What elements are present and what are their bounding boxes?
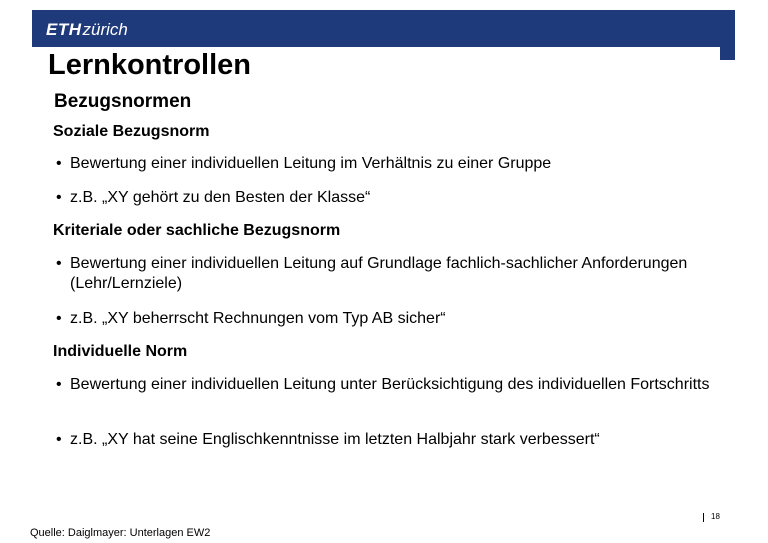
page-number-separator <box>703 513 704 522</box>
bullet-text: Bewertung einer individuellen Leitung unter Berücksichtigung des individuellen Fortschritts <box>70 376 710 393</box>
eth-logo <box>46 20 128 40</box>
bullet-dot-icon: • <box>56 255 62 272</box>
bullet-dot-icon: • <box>56 310 62 327</box>
bullet-dot-icon: • <box>56 189 62 206</box>
bullet-dot-icon: • <box>56 376 62 393</box>
bullet-item <box>56 430 716 450</box>
section-heading-individuelle: Individuelle Norm <box>53 343 188 360</box>
logo-eth-text: ETH <box>46 20 82 39</box>
slide-subtitle: Bezugsnormen <box>54 91 192 112</box>
bullet-item <box>56 375 716 395</box>
bullet-dot-icon: • <box>56 155 62 172</box>
bullet-text: Bewertung einer individuellen Leitung auf Grundlage fachlich-sachlicher Anforderungen (Lehr/Lernziele) <box>70 255 688 292</box>
footer-source: Quelle: Daiglmayer: Unterlagen EW2 <box>30 527 211 539</box>
page-number: 18 <box>711 512 720 521</box>
bullet-text: z.B. „XY beherrscht Rechnungen vom Typ AB sicher“ <box>70 310 446 327</box>
slide-title: Lernkontrollen <box>48 49 252 81</box>
section-heading-soziale: Soziale Bezugsnorm <box>53 123 210 140</box>
bullet-text: Bewertung einer individuellen Leitung im Verhältnis zu einer Gruppe <box>70 155 552 172</box>
bullet-item <box>56 154 716 174</box>
bullet-text: z.B. „XY hat seine Englischkenntnisse im letzten Halbjahr stark verbessert“ <box>70 431 600 448</box>
bullet-item <box>56 188 716 208</box>
bullet-dot-icon: • <box>56 431 62 448</box>
section-heading-kriteriale: Kriteriale oder sachliche Bezugsnorm <box>53 222 341 239</box>
bullet-text: z.B. „XY gehört zu den Besten der Klasse“ <box>70 189 371 206</box>
logo-zurich-text: zürich <box>82 20 128 39</box>
bullet-item <box>56 254 716 294</box>
bullet-item <box>56 309 716 329</box>
